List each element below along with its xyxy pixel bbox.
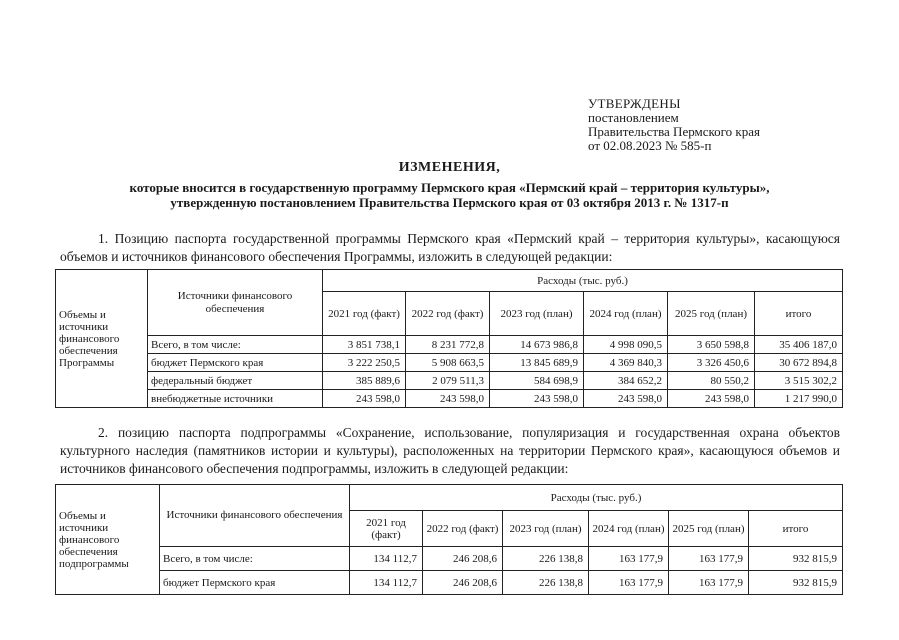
cell-value: 13 845 689,9 — [490, 354, 584, 372]
year-header: 2021 год (факт) — [350, 511, 423, 547]
table-row — [56, 571, 843, 595]
row-source-name: федеральный бюджет — [148, 372, 323, 390]
cell-total: 932 815,9 — [749, 547, 843, 571]
expenses-header: Расходы (тыс. руб.) — [323, 270, 843, 292]
year-header: 2025 год (план) — [669, 511, 749, 547]
table-row — [56, 354, 843, 372]
approval-line: Правительства Пермского края — [588, 124, 760, 139]
cell-value: 3 222 250,5 — [323, 354, 406, 372]
cell-value: 243 598,0 — [584, 390, 668, 408]
cell-value: 243 598,0 — [490, 390, 584, 408]
financing-table-program — [55, 269, 843, 408]
approval-stamp — [588, 97, 760, 153]
paragraph-2 — [60, 424, 840, 478]
table-row — [56, 372, 843, 390]
cell-value: 243 598,0 — [323, 390, 406, 408]
table-row — [56, 547, 843, 571]
subtitle-line: которые вносится в государственную программу Пермского края «Пермский край – территория культуры», — [129, 180, 770, 195]
cell-value: 3 851 738,1 — [323, 336, 406, 354]
cell-value: 4 998 090,5 — [584, 336, 668, 354]
cell-value: 163 177,9 — [669, 547, 749, 571]
cell-value: 226 138,8 — [503, 571, 589, 595]
cell-value: 3 326 450,6 — [668, 354, 755, 372]
cell-value: 243 598,0 — [406, 390, 490, 408]
table-row — [56, 336, 843, 354]
cell-value: 243 598,0 — [668, 390, 755, 408]
cell-value: 246 208,6 — [423, 571, 503, 595]
year-header: 2022 год (факт) — [423, 511, 503, 547]
cell-value: 163 177,9 — [669, 571, 749, 595]
cell-value: 134 112,7 — [350, 547, 423, 571]
row-source-name: бюджет Пермского края — [148, 354, 323, 372]
approval-title: УТВЕРЖДЕНЫ — [588, 96, 681, 111]
cell-value: 14 673 986,8 — [490, 336, 584, 354]
year-header: 2023 год (план) — [490, 292, 584, 336]
year-header: 2022 год (факт) — [406, 292, 490, 336]
cell-value: 4 369 840,3 — [584, 354, 668, 372]
cell-value: 134 112,7 — [350, 571, 423, 595]
document-title: ИЗМЕНЕНИЯ, — [398, 160, 501, 175]
paragraph-2-text: 2. позицию паспорта подпрограммы «Сохранение, использование, популяризация и государственная охрана объектов культурного наследия (памятников истории и культуры), расположенных на территории Пермского края», касающуюся объемов и источников финансового обеспечения подпрограммы, изложить в следующей редакции: — [60, 425, 840, 476]
year-header: 2024 год (план) — [589, 511, 669, 547]
year-header: 2021 год (факт) — [323, 292, 406, 336]
year-header: 2023 год (план) — [503, 511, 589, 547]
cell-value: 385 889,6 — [323, 372, 406, 390]
total-header: итого — [755, 292, 843, 336]
row-source-name: Всего, в том числе: — [160, 547, 350, 571]
document-subtitle — [40, 180, 859, 210]
year-header: 2024 год (план) — [584, 292, 668, 336]
sources-header: Источники финансового обеспечения — [148, 270, 323, 336]
cell-value: 163 177,9 — [589, 547, 669, 571]
table-side-label: Объемы и источники финансового обеспечения подпрограммы — [56, 485, 160, 595]
financing-table-subprogram — [55, 484, 843, 595]
cell-value: 5 908 663,5 — [406, 354, 490, 372]
cell-value: 384 652,2 — [584, 372, 668, 390]
cell-total: 30 672 894,8 — [755, 354, 843, 372]
cell-total: 932 815,9 — [749, 571, 843, 595]
cell-total: 3 515 302,2 — [755, 372, 843, 390]
paragraph-1 — [60, 230, 840, 266]
cell-total: 35 406 187,0 — [755, 336, 843, 354]
total-header: итого — [749, 511, 843, 547]
paragraph-1-text: 1. Позицию паспорта государственной программы Пермского края «Пермский край – территория культуры», касающуюся объемов и источников финансового обеспечения Программы, изложить в следующей редакции: — [60, 231, 840, 264]
year-header: 2025 год (план) — [668, 292, 755, 336]
approval-date: от 02.08.2023 № 585-п — [588, 138, 712, 153]
table-row — [56, 390, 843, 408]
approval-line: постановлением — [588, 110, 679, 125]
cell-total: 1 217 990,0 — [755, 390, 843, 408]
row-source-name: внебюджетные источники — [148, 390, 323, 408]
cell-value: 2 079 511,3 — [406, 372, 490, 390]
cell-value: 246 208,6 — [423, 547, 503, 571]
cell-value: 3 650 598,8 — [668, 336, 755, 354]
row-source-name: Всего, в том числе: — [148, 336, 323, 354]
cell-value: 226 138,8 — [503, 547, 589, 571]
cell-value: 163 177,9 — [589, 571, 669, 595]
cell-value: 80 550,2 — [668, 372, 755, 390]
subtitle-line: утвержденную постановлением Правительства Пермского края от 03 октября 2013 г. № 1317-п — [170, 195, 729, 210]
sources-header: Источники финансового обеспечения — [160, 485, 350, 547]
expenses-header: Расходы (тыс. руб.) — [350, 485, 843, 511]
cell-value: 8 231 772,8 — [406, 336, 490, 354]
cell-value: 584 698,9 — [490, 372, 584, 390]
table-side-label: Объемы и источники финансового обеспечения Программы — [56, 270, 148, 408]
row-source-name: бюджет Пермского края — [160, 571, 350, 595]
